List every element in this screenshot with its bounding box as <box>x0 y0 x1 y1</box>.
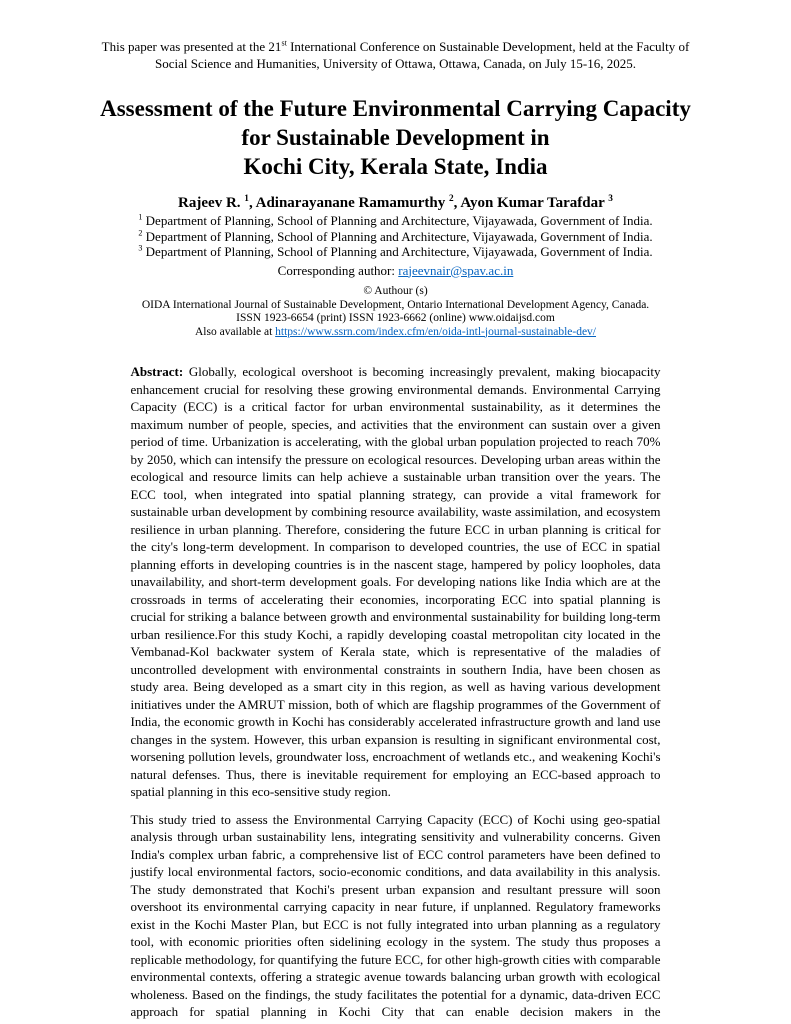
imprint-block <box>0 285 791 339</box>
copyright-line: © Authour (s) <box>363 285 428 297</box>
paper-title-line-1: Assessment of the Future Environmental Carrying Capacity <box>100 96 691 121</box>
paper-title-line-2: for Sustainable Development in <box>241 125 550 150</box>
conference-note-text-end: International Conference on Sustainable Development, held at the Faculty of Social Science and Humanities, University of Ottawa, Ottawa, Canada, on July 15-16, 2025. <box>155 39 690 71</box>
author-separator-1: , <box>248 195 256 211</box>
paper-title <box>66 94 726 181</box>
author-1-affiliation-mark: 1 <box>244 194 249 204</box>
ssrn-link[interactable]: https://www.ssrn.com/index.cfm/en/oida-intl-journal-sustainable-dev/ <box>275 325 597 338</box>
affiliation-1-mark: 1 <box>138 212 143 222</box>
also-available-line <box>0 326 791 340</box>
affiliation-line-3 <box>73 244 718 260</box>
abstract-paragraph-1-text: Globally, ecological overshoot is becoming increasingly prevalent, making biocapacity enhancement crucial for resolving these growing environmental demands. Environmental Carrying Capacity (ECC) is a critical factor for urban environmental sustainability, as it determines the maximum number of people, species, and activities that the environment can sustain over a given period of time. Urbanization is accelerating, with the global urban population projected to reach 70% by 2050, which can intensify the pressure on ecological resources. Developing urban areas within the ecological and resource limits can help achieve a sustainable urban transition over the years. The ECC tool, when integrated into spatial planning strategy, can provide a vital framework for sustainable urban development by combining resource availability, waste assimilation, and ecosystem resilience in urban planning. Therefore, considering the future ECC in urban planning is critical for the city's long-term development. In comparison to developed countries, the use of ECC in spatial planning efforts in developing countries is in the nascent stage, hampered by policy loopholes, data unavailability, and short-term development goals. For developing nations like India which are at the crossroads in terms of accelerating their economies, incorporating ECC into spatial planning is crucial for striking a balance between growth and environmental sustainability for building long-term urban resilience.For this study Kochi, a rapidly developing coastal metropolitan city located in the Vembanad-Kol backwater system of Kerala state, which is representative of the maladies of uncontrolled development with environmental constraints in southern India, have been chosen as study area. Being developed as a smart city in this region, as well as having various development initiatives under the AMRUT mission, both of which are flagship programmes of the Government of India, the economic growth in Kochi has considerably accelerated infrastructure growth and land use changes in the system. However, this urban expansion is resulting in significant environmental cost, worsening pollution levels, groundwater loss, encroachment of wetlands etc., and weakening Kochi's natural defenses. Thus, there is inevitable requirement for employing an ECC-based approach to spatial planning in this eco-sensitive study region. <box>130 364 661 799</box>
conference-note-text-start: This paper was presented at the 21 <box>101 39 282 54</box>
also-available-label: Also available at <box>194 325 276 338</box>
paper-title-line-3: Kochi City, Kerala State, India <box>243 154 548 179</box>
corresponding-author-line <box>73 263 718 279</box>
affiliation-2-text: Department of Planning, School of Planning and Architecture, Vijayawada, Government of India. <box>145 228 653 244</box>
issn-line: ISSN 1923-6654 (print) ISSN 1923-6662 (online) www.oidaijsd.com <box>236 312 555 324</box>
author-separator-2: , <box>453 195 461 211</box>
author-2: Adinarayanane Ramamurthy <box>255 195 446 211</box>
affiliation-3-mark: 3 <box>138 243 143 253</box>
affiliation-line-2 <box>73 229 718 245</box>
conference-note <box>93 38 698 72</box>
affiliation-3-text: Department of Planning, School of Planning and Architecture, Vijayawada, Government of India. <box>145 244 653 259</box>
author-2-affiliation-mark: 2 <box>448 194 454 204</box>
conference-note-ordinal: st <box>281 38 287 48</box>
author-3-affiliation-mark: 3 <box>608 194 613 204</box>
affiliation-1-text: Department of Planning, School of Planning and Architecture, Vijayawada, Government of India. <box>145 213 653 228</box>
author-1: Rajeev R. <box>178 195 241 211</box>
abstract-section <box>131 363 661 1021</box>
corresponding-author-label: Corresponding author: <box>277 262 399 278</box>
abstract-paragraph-1 <box>131 363 661 801</box>
affiliation-line-1 <box>73 213 718 229</box>
abstract-label: Abstract: <box>130 364 184 379</box>
author-3: Ayon Kumar Tarafdar <box>460 195 605 211</box>
authors-line <box>0 194 791 213</box>
affiliation-2-mark: 2 <box>138 228 143 238</box>
email-link[interactable]: rajeevnair@spav.ac.in <box>398 262 514 278</box>
journal-line: OIDA International Journal of Sustainable Development, Ontario International Development Agency, Canada. <box>141 298 650 311</box>
abstract-paragraph-2: This study tried to assess the Environmental Carrying Capacity (ECC) of Kochi using geo-spatial analysis through urban sustainability lens, integrating sensitivity and vulnerability concerns. Given India's complex urban fabric, a comprehensive list of ECC control parameters have been defined to justify local environmental factors, socio-economic conditions, and data availability in this analysis. The study demonstrated that Kochi's present urban expansion and resultant pressure will soon overshoot its environmental carrying capacity in near future, if unplanned. Regulatory frameworks exist in the Kochi Master Plan, but ECC is not fully integrated into urban planning as a regulatory tool, with economic priorities often sidelining ecology in the system. The study thus proposes a replicable methodology, for quantifying the future ECC, for other high-growth cities with comparable environmental contexts, offering a strategic avenue towards balancing urban growth with ecological wholeness. Based on the findings, the study facilitates the potential for a dynamic, data-driven ECC approach for spatial planning in Kochi City that can enable decision makers in the <box>130 811 661 1019</box>
